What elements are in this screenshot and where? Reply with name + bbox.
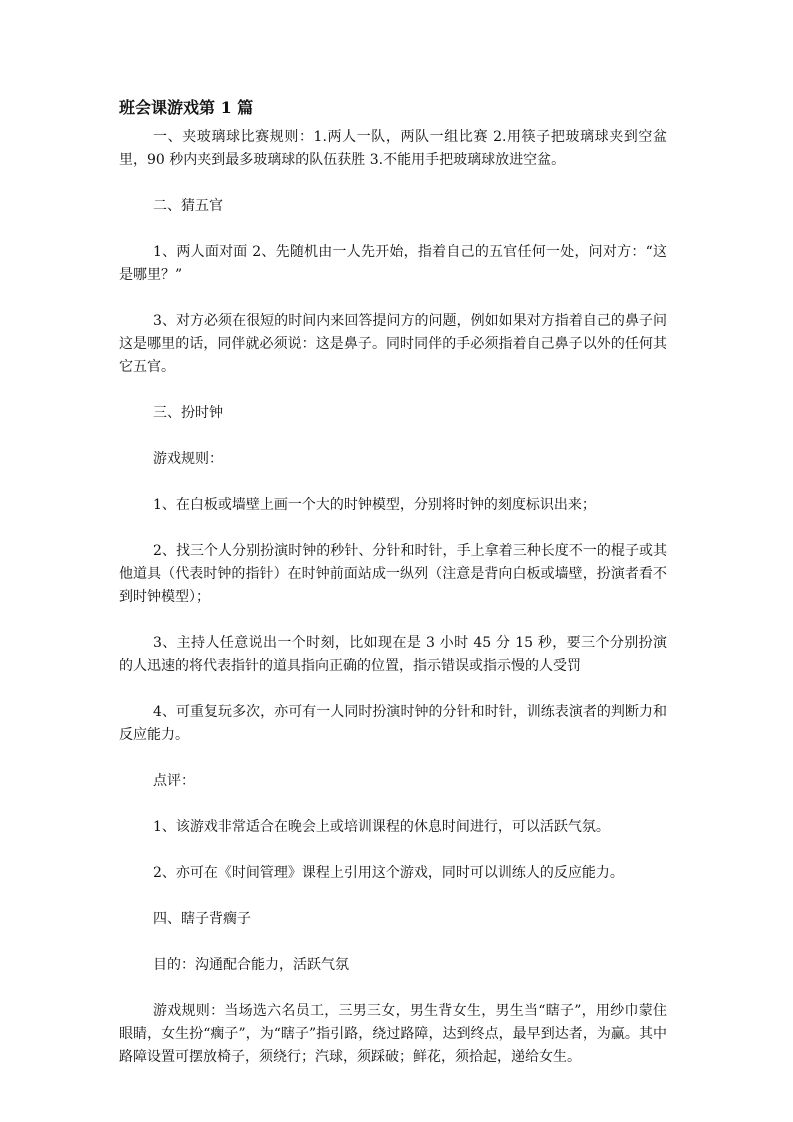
paragraph-guess-step-3: 3、对方必须在很短的时间内来回答提问方的问题，例如如果对方指着自己的鼻子问这是哪里的话，同伴就必须说：这是鼻子。同时同伴的手必须指着自己鼻子以外的任何其它五官。: [119, 313, 667, 375]
paragraph-clock-step-3: 3、主持人任意说出一个时刻，比如现在是 3 小时 45 分 15 秒，要三个分别扮演的人迅速的将代表指针的道具指向正确的位置，指示错误或指示慢的人受罚: [119, 635, 667, 674]
document-body: [119, 96, 667, 1092]
paragraph-comment-1: 1、该游戏非常适合在晚会上或培训课程的休息时间进行，可以活跃气氛。: [153, 819, 610, 835]
paragraph-game-rules-label: 游戏规则：: [153, 451, 223, 467]
paragraph-rule-glass-ball: 一、夹玻璃球比赛规则：1.两人一队，两队一组比赛 2.用筷子把玻璃球夹到空盆里，90 秒内夹到最多玻璃球的队伍获胜 3.不能用手把玻璃球放进空盆。: [119, 129, 667, 168]
section-heading-guess-features: 二、猜五官: [153, 198, 223, 214]
document-title: 班会课游戏第 1 篇: [119, 98, 254, 117]
paragraph-clock-step-4: 4、可重复玩多次，亦可有一人同时扮演时钟的分针和时针，训练表演者的判断力和反应能力。: [119, 704, 667, 743]
paragraph-comment-2: 2、亦可在《时间管理》课程上引用这个游戏，同时可以训练人的反应能力。: [153, 865, 624, 881]
paragraph-purpose: 目的：沟通配合能力，活跃气氛: [153, 957, 349, 973]
paragraph-blind-carry-rules: 游戏规则：当场选六名员工，三男三女，男生背女生，男生当“瞎子”，用纱巾蒙住眼睛，女生扮“瘸子”，为“瞎子”指引路，绕过路障，达到终点，最早到达者，为赢。其中路障设置可摆放椅子，须绕行；汽球，须踩破；鲜花，须拾起，递给女生。: [119, 1003, 667, 1065]
section-heading-play-clock: 三、扮时钟: [153, 405, 223, 421]
paragraph-clock-step-1: 1、在白板或墙壁上画一个大的时钟模型，分别将时钟的刻度标识出来；: [153, 497, 596, 513]
paragraph-guess-step-1-2: 1、两人面对面 2、先随机由一人先开始，指着自己的五官任何一处，问对方：“这是哪里？”: [119, 244, 667, 283]
paragraph-comment-label: 点评：: [153, 773, 195, 789]
paragraph-clock-step-2: 2、找三个人分别扮演时钟的秒针、分针和时针，手上拿着三种长度不一的棍子或其他道具（代表时钟的指针）在时钟前面站成一纵列（注意是背向白板或墙壁，扮演者看不到时钟模型）；: [119, 543, 667, 605]
section-heading-blind-carry-lame: 四、瞎子背瘸子: [153, 911, 251, 927]
